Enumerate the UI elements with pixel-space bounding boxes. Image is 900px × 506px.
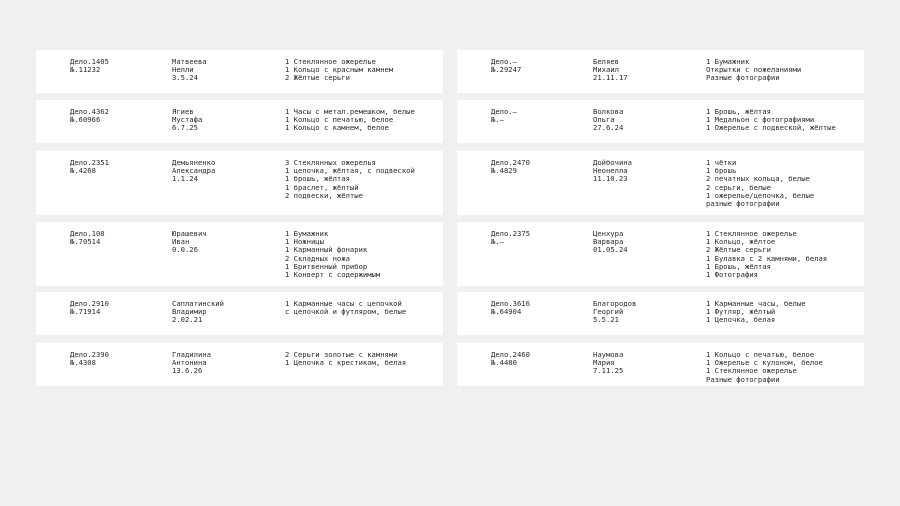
- item-line: 1 Карманный фонарик: [285, 245, 368, 255]
- date: 1.1.24: [172, 174, 198, 184]
- item-line: 1 Бумажник: [285, 229, 329, 238]
- items-list: [706, 58, 801, 83]
- item-line: Разные фотографии: [706, 374, 780, 384]
- given-name: Михаил: [593, 65, 619, 75]
- record-card[interactable]: [36, 100, 443, 143]
- date: 11.10.23: [593, 174, 628, 184]
- surname: Ягиев: [172, 107, 194, 116]
- case-id-block: [491, 300, 530, 316]
- given-name: Мустафа: [172, 115, 203, 125]
- item-line: 2 Жёлтые серьги: [285, 73, 350, 83]
- surname: Волкова: [593, 107, 624, 116]
- case-number: Дело.1405: [70, 57, 109, 66]
- case-number: Дело.2910: [70, 299, 109, 308]
- case-id-block: [70, 159, 109, 175]
- items-list: [285, 108, 415, 133]
- registry-number: №.4829: [491, 166, 517, 176]
- person-block: [172, 58, 207, 83]
- item-line: 2 Жёлтые серьги: [706, 245, 771, 255]
- case-id-block: [70, 230, 105, 246]
- date: 13.6.26: [172, 366, 203, 376]
- item-line: с цепочкой и футляром, белые: [285, 307, 407, 317]
- record-card[interactable]: [457, 222, 864, 286]
- item-line: 1 Кольцо, жёлтое: [706, 237, 776, 247]
- registry-number: №.71914: [70, 307, 101, 317]
- item-line: 1 Ожерелье с кулоном, белое: [706, 358, 823, 368]
- item-line: 2 подвески, жёлтые: [285, 190, 363, 200]
- case-id-block: [491, 108, 517, 124]
- record-card[interactable]: [457, 151, 864, 215]
- item-line: 1 Футляр, жёлтый: [706, 307, 776, 317]
- date: 21.11.17: [593, 73, 628, 83]
- person-block: [593, 351, 623, 376]
- case-number: Дело.–: [491, 107, 517, 116]
- person-block: [593, 108, 623, 133]
- date: 0.0.26: [172, 245, 198, 255]
- items-list: [706, 300, 806, 325]
- registry-number: №.–: [491, 237, 504, 247]
- person-block: [172, 300, 224, 325]
- item-line: 1 Медальон с фотографиями: [706, 115, 815, 125]
- person-block: [593, 300, 636, 325]
- date: 6.7.25: [172, 123, 198, 133]
- case-number: Дело.2351: [70, 158, 109, 167]
- given-name: Мария: [593, 358, 615, 368]
- record-card[interactable]: [36, 292, 443, 335]
- surname: Саплатинский: [172, 299, 224, 308]
- registry-number: №.–: [491, 115, 504, 125]
- item-line: 1 Бритвенный прибор: [285, 261, 368, 271]
- item-line: 1 Брошь, жёлтая: [706, 261, 771, 271]
- record-card[interactable]: [457, 50, 864, 93]
- case-number: Дело.2470: [491, 158, 530, 167]
- given-name: Варвара: [593, 237, 624, 247]
- registry-number: №.64904: [491, 307, 522, 317]
- surname: Матвеева: [172, 57, 207, 66]
- person-block: [593, 230, 628, 255]
- person-block: [593, 58, 628, 83]
- item-line: 1 ожерелье/цепочка, белые: [706, 190, 815, 200]
- date: 5.5.21: [593, 315, 619, 325]
- registry-number: №.4268: [70, 166, 96, 176]
- registry-number: №.29247: [491, 65, 522, 75]
- record-card[interactable]: [36, 222, 443, 286]
- items-list: [706, 351, 823, 384]
- item-line: 1 чётки: [706, 158, 737, 167]
- surname: Демьяненко: [172, 158, 216, 167]
- item-line: 1 браслет, жёлтый: [285, 182, 359, 192]
- date: 7.11.25: [593, 366, 624, 376]
- items-list: [706, 159, 814, 208]
- registry-number: №.11232: [70, 65, 101, 75]
- case-number: Дело.2390: [70, 350, 109, 359]
- item-line: 2 Складных ножа: [285, 253, 350, 263]
- date: 2.02.21: [172, 315, 203, 325]
- item-line: 1 Брошь, жёлтая: [706, 107, 771, 116]
- surname: Благородов: [593, 299, 637, 308]
- item-line: 1 Ожерелье с подвеской, жёлтые: [706, 123, 836, 133]
- item-line: разные фотографии: [706, 199, 780, 209]
- record-card[interactable]: [36, 343, 443, 386]
- record-card[interactable]: [457, 292, 864, 335]
- person-block: [172, 108, 202, 133]
- given-name: Антонина: [172, 358, 207, 368]
- case-id-block: [70, 351, 109, 367]
- case-id-block: [70, 108, 109, 124]
- case-id-block: [70, 58, 109, 74]
- items-list: [285, 159, 415, 200]
- date: 01.05.24: [593, 245, 628, 255]
- record-card[interactable]: [457, 100, 864, 143]
- item-line: 1 Кольцо с печатью, белое: [285, 115, 394, 125]
- case-id-block: [491, 159, 530, 175]
- surname: Гладилина: [172, 350, 211, 359]
- case-number: Дело.3616: [491, 299, 530, 308]
- date: 27.6.24: [593, 123, 624, 133]
- items-list: [285, 58, 393, 83]
- case-id-block: [70, 300, 109, 316]
- item-line: Разные фотографии: [706, 73, 780, 83]
- item-line: 1 Стеклянное ожерелье: [285, 57, 376, 66]
- given-name: Неонелла: [593, 166, 628, 176]
- item-line: 1 Кольцо с камнем, белое: [285, 123, 389, 133]
- items-list: [285, 351, 406, 367]
- case-id-block: [491, 230, 530, 246]
- item-line: 1 Булавка с 2 камнями, белая: [706, 253, 828, 263]
- record-card[interactable]: [36, 50, 443, 93]
- item-line: 1 Карманные часы с цепочкой: [285, 299, 402, 308]
- item-line: 1 брошь, жёлтая: [285, 174, 350, 184]
- case-number: Дело.2460: [491, 350, 530, 359]
- item-line: 2 печатных кольца, белые: [706, 174, 810, 184]
- item-line: 1 Стеклянное ожерелье: [706, 229, 797, 238]
- item-line: 1 Бумажник: [706, 57, 750, 66]
- items-list: [706, 230, 827, 279]
- item-line: 2 Серьги золотые с камнями: [285, 350, 398, 359]
- date: 3.5.24: [172, 73, 198, 83]
- item-line: 1 Часы с метал.ремешком, белые: [285, 107, 415, 116]
- item-line: 1 Карманные часы, белые: [706, 299, 806, 308]
- person-block: [172, 230, 207, 255]
- case-number: Дело.2375: [491, 229, 530, 238]
- item-line: 1 цепочка, жёлтая, с подвеской: [285, 166, 415, 176]
- items-list: [285, 230, 380, 279]
- surname: Наумова: [593, 350, 624, 359]
- surname: Юрашевич: [172, 229, 207, 238]
- registry-number: №.60966: [70, 115, 101, 125]
- record-card[interactable]: [457, 343, 864, 386]
- item-line: 1 Стеклянное ожерелье: [706, 366, 797, 376]
- record-card[interactable]: [36, 151, 443, 215]
- item-line: 1 Цепочка с крестиком, белая: [285, 358, 407, 368]
- item-line: 1 брошь: [706, 166, 737, 176]
- case-number: Дело.4362: [70, 107, 109, 116]
- item-line: 2 серьги, белые: [706, 182, 771, 192]
- surname: Беляев: [593, 57, 619, 66]
- item-line: 1 Ножницы: [285, 237, 324, 247]
- given-name: Ольга: [593, 115, 615, 125]
- given-name: Иван: [172, 237, 190, 247]
- given-name: Георгий: [593, 307, 624, 317]
- item-line: 3 Стеклянных ожерелья: [285, 158, 376, 167]
- case-id-block: [491, 351, 530, 367]
- case-number: Дело.–: [491, 57, 517, 66]
- given-name: Нелли: [172, 65, 194, 75]
- item-line: 1 Кольцо с печатью, белое: [706, 350, 815, 359]
- items-list: [285, 300, 406, 316]
- given-name: Александра: [172, 166, 216, 176]
- case-number: Дело.108: [70, 229, 105, 238]
- item-line: 1 Кольцо с красным камнем: [285, 65, 394, 75]
- person-block: [172, 351, 211, 376]
- item-line: Открытки с пожеланиями: [706, 65, 802, 75]
- registry-number: №.4308: [70, 358, 96, 368]
- registry-number: №.4480: [491, 358, 517, 368]
- surname: Дойбочина: [593, 158, 632, 167]
- registry-number: №.70514: [70, 237, 101, 247]
- person-block: [593, 159, 632, 184]
- case-id-block: [491, 58, 521, 74]
- person-block: [172, 159, 215, 184]
- surname: Ценхура: [593, 229, 624, 238]
- item-line: 1 Конверт с содержимым: [285, 270, 381, 280]
- items-list: [706, 108, 836, 133]
- item-line: 1 Цепочка, белая: [706, 315, 776, 325]
- given-name: Владимир: [172, 307, 207, 317]
- item-line: 1 Фотография: [706, 270, 758, 280]
